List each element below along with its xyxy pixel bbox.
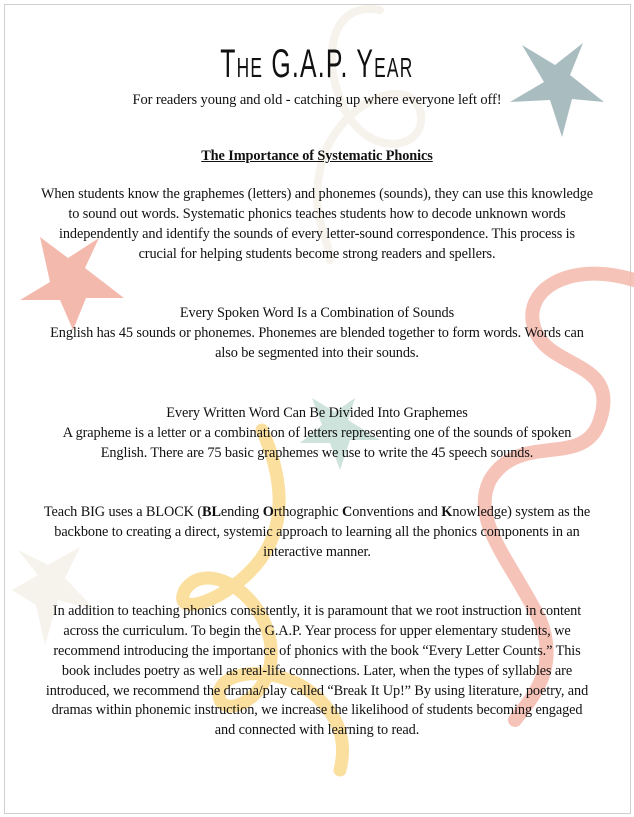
section-heading: The Importance of Systematic Phonics xyxy=(201,148,433,164)
closing-line: introduced, we recommend the drama/play called “Break It Up!” By using literature, poetry, and xyxy=(45,683,589,699)
text: rthographic xyxy=(273,504,342,520)
written-heading: Every Written Word Can Be Divided Into Graphemes xyxy=(166,405,468,421)
closing-line: across the curriculum. To begin the G.A.P. Year process for upper elementary students, we xyxy=(63,623,571,639)
bold-letter: BL xyxy=(202,504,221,520)
text: ending xyxy=(220,504,263,520)
written-line: English. There are 75 basic graphemes we use to write the 45 speech sounds. xyxy=(100,445,534,461)
block-line: interactive manner. xyxy=(263,544,371,560)
intro-line: to sound out words. Systematic phonics teaches students how to decode unknown words xyxy=(68,206,566,222)
text: Teach BIG uses a BLOCK ( xyxy=(43,504,203,520)
spoken-heading: Every Spoken Word Is a Combination of Sounds xyxy=(179,305,455,321)
closing-line: and connected with learning to read. xyxy=(214,722,420,738)
closing-line: book includes poetry as well as real-life connections. Later, when the types of syllables are xyxy=(61,663,573,679)
written-line: A grapheme is a letter or a combination of letters representing one of the sounds of spoken xyxy=(62,425,572,441)
spoken-line: also be segmented into their sounds. xyxy=(215,345,419,361)
text: onventions and xyxy=(352,504,442,520)
subtitle: For readers young and old - catching up where everyone left off! xyxy=(132,92,502,108)
block-line: backbone to creating a direct, systemic approach to learning all the phonics components in an xyxy=(54,524,580,540)
intro-line: independently and identify the sounds of every letter-sound correspondence. This process is xyxy=(58,226,576,242)
bold-letter: O xyxy=(262,504,274,520)
intro-line: crucial for helping students become strong readers and spellers. xyxy=(138,246,496,262)
intro-line: When students know the graphemes (letters) and phonemes (sounds), they can use this knowledge xyxy=(40,186,594,202)
closing-line: In addition to teaching phonics consistently, it is paramount that we root instruction in content xyxy=(52,603,582,619)
spoken-line: English has 45 sounds or phonemes. Phonemes are blended together to form words. Words can xyxy=(50,325,584,341)
block-line xyxy=(0,504,634,521)
closing-line: dramas within phonemic instruction, we increase the likelihood of students becoming engaged xyxy=(51,702,583,718)
bold-letter: K xyxy=(441,504,453,520)
document-title: The G.A.P. Year xyxy=(220,42,414,86)
yellow-ribbon xyxy=(183,430,343,770)
closing-line: recommend introducing the importance of phonics with the book “Every Letter Counts.” This xyxy=(53,643,581,659)
bold-letter: C xyxy=(342,504,353,520)
text: nowledge) system as the xyxy=(452,504,591,520)
